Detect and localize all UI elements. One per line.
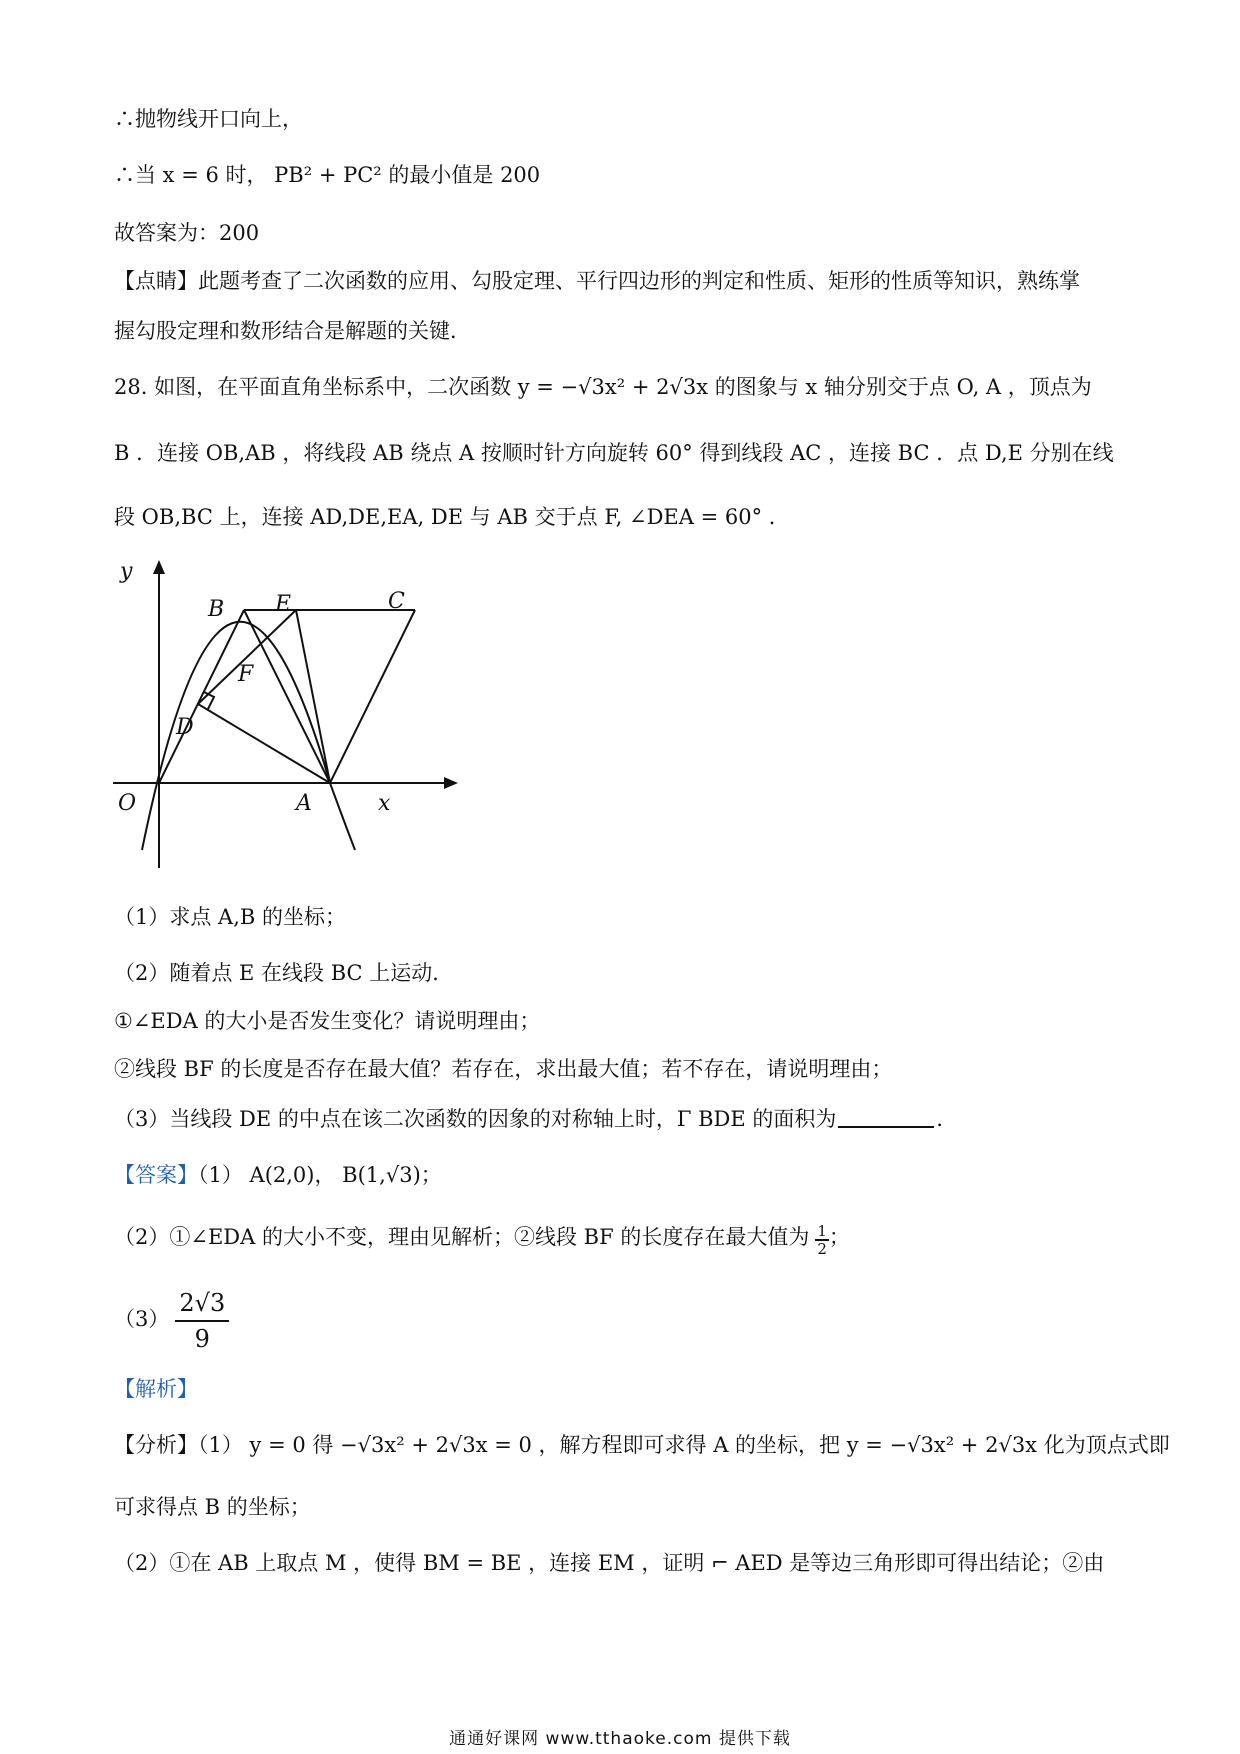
answer-blank bbox=[838, 1106, 934, 1128]
fraction-denominator: 2 bbox=[817, 1240, 827, 1258]
comment-tag: 【点睛】 bbox=[114, 269, 198, 293]
label-E: E bbox=[275, 592, 292, 617]
label-x: x bbox=[378, 791, 391, 816]
analysis-heading bbox=[114, 1374, 198, 1404]
label-B: B bbox=[208, 597, 225, 622]
answer-3-fraction bbox=[175, 1286, 229, 1356]
analysis-text-1: （1） y = 0 得 −√3x² + 2√3x = 0 ，解方程即可求得 A 的坐标，把 y = −√3x² + 2√3x 化为顶点式即 bbox=[198, 1433, 1170, 1457]
label-C: C bbox=[388, 589, 405, 614]
label-D: D bbox=[176, 715, 194, 740]
question-2-part-2: ②线段 BF 的长度是否存在最大值？若存在，求出最大值；若不存在，请说明理由； bbox=[114, 1057, 893, 1081]
text-line-1: ∴抛物线开口向上， bbox=[114, 107, 303, 131]
y-axis-arrow bbox=[153, 560, 165, 574]
answer-tag: 【答案】 bbox=[114, 1163, 198, 1187]
label-A: A bbox=[296, 791, 312, 816]
fraction-denominator: 9 bbox=[194, 1324, 210, 1353]
answer-line-2 bbox=[114, 1222, 850, 1257]
label-y: y bbox=[120, 559, 133, 584]
analysis-line-1 bbox=[114, 1430, 1170, 1460]
segment-AC bbox=[330, 610, 415, 783]
fraction-numerator: 1 bbox=[817, 1222, 827, 1240]
question-3 bbox=[114, 1104, 957, 1134]
answer-1: （1） A(2,0)， B(1,√3)； bbox=[198, 1163, 442, 1187]
label-O: O bbox=[118, 791, 137, 816]
question-3-text: （3）当线段 DE 的中点在该二次函数的因象的对称轴上时，Γ BDE 的面积为 bbox=[114, 1107, 837, 1131]
footer-watermark: 通通好课网 www.tthaoke.com 提供下载 bbox=[449, 1729, 791, 1749]
answer-2: （2）①∠EDA 的大小不变，理由见解析；②线段 BF 的长度存在最大值为 bbox=[114, 1225, 810, 1249]
question-2-part-1: ①∠EDA 的大小是否发生变化？请说明理由； bbox=[114, 1009, 541, 1033]
answer-line-3 bbox=[114, 1284, 229, 1356]
analysis-sub-tag: 【分析】 bbox=[114, 1433, 198, 1457]
fraction-numerator: 2√3 bbox=[175, 1286, 229, 1322]
comment-line-1 bbox=[114, 266, 1080, 296]
question-2: （2）随着点 E 在线段 BC 上运动． bbox=[114, 961, 454, 985]
right-angle-mark bbox=[204, 692, 214, 709]
answer-2-end: ； bbox=[828, 1225, 850, 1249]
question-1: （1）求点 A,B 的坐标； bbox=[114, 905, 346, 929]
question-3-end: ． bbox=[936, 1107, 958, 1131]
analysis-line-3: （2）①在 AB 上取点 M ，使得 BM = BE ，连接 EM ，证明 ⌐ AED 是等边三角形即可得出结论；②由 bbox=[114, 1551, 1105, 1575]
analysis-tag: 【解析】 bbox=[114, 1377, 198, 1401]
text-line-2: ∴当 x = 6 时， PB² + PC² 的最小值是 200 bbox=[114, 163, 541, 187]
comment-text: 此题考查了二次函数的应用、勾股定理、平行四边形的判定和性质、矩形的性质等知识，熟练掌 bbox=[198, 269, 1080, 293]
label-F: F bbox=[238, 662, 254, 687]
problem-28-line-3: 段 OB,BC 上，连接 AD,DE,EA, DE 与 AB 交于点 F, ∠DEA = 60° ． bbox=[114, 505, 790, 529]
text-line-3: 故答案为：200 bbox=[114, 221, 260, 245]
comment-line-2: 握勾股定理和数形结合是解题的关键． bbox=[114, 319, 471, 343]
problem-28-line-1: 28. 如图，在平面直角坐标系中，二次函数 y = −√3x² + 2√3x 的图象与 x 轴分别交于点 O, A ，顶点为 bbox=[114, 375, 1092, 399]
answer-2-fraction bbox=[815, 1223, 829, 1257]
x-axis-arrow bbox=[444, 777, 458, 789]
answer-line-1 bbox=[114, 1160, 442, 1190]
analysis-line-2: 可求得点 B 的坐标； bbox=[114, 1495, 311, 1519]
geometry-figure bbox=[108, 558, 468, 868]
problem-28-line-2: B ．连接 OB,AB ，将线段 AB 绕点 A 按顺时针方向旋转 60° 得到线段 AC ，连接 BC ．点 D,E 分别在线 bbox=[114, 441, 1114, 465]
answer-3-label: （3） bbox=[114, 1307, 170, 1331]
segment-OB bbox=[159, 610, 244, 783]
